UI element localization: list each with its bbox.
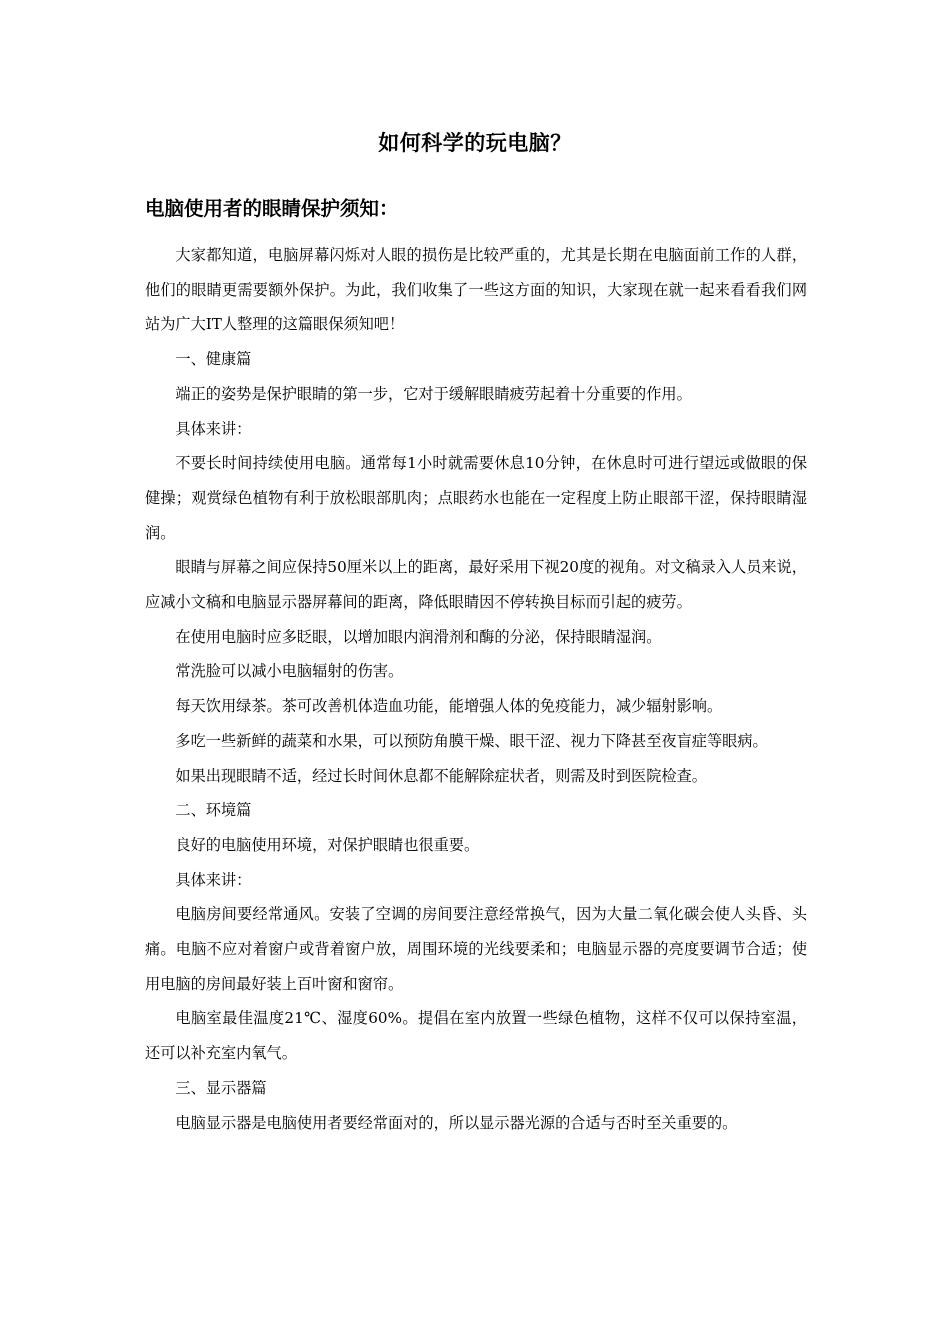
- paragraph: 电脑房间要经常通风。安装了空调的房间要注意经常换气，因为大量二氧化碳会使人头昏、头痛。电脑不应对着窗户或背着窗户放，周围环境的光线要柔和；电脑显示器的亮度要调节合适；使用电脑的房间最好装上百叶窗和窗帘。: [145, 905, 807, 993]
- paragraph: 在使用电脑时应多眨眼，以增加眼内润滑剂和酶的分泌，保持眼睛湿润。: [175, 627, 662, 646]
- paragraph: 一、健康篇: [175, 350, 252, 369]
- paragraph: 具体来讲：: [175, 870, 252, 889]
- paragraph: 电脑室最佳温度21℃、湿度60%。提倡在室内放置一些绿色植物，这样不仅可以保持室温，还可以补充室内氧气。: [145, 1009, 807, 1063]
- section-heading: 电脑使用者的眼睛保护须知：: [145, 197, 399, 220]
- paragraph: 大家都知道，电脑屏幕闪烁对人眼的损伤是比较严重的，尤其是长期在电脑面前工作的人群，他们的眼睛更需要额外保护。为此，我们收集了一些这方面的知识，大家现在就一起来看看我们网站为广大IT人整理的这篇眼保须知吧！: [145, 246, 807, 334]
- paragraph: 不要长时间持续使用电脑。通常每1小时就需要休息10分钟，在休息时可进行望远或做眼的保健操；观赏绿色植物有利于放松眼部肌肉；点眼药水也能在一定程度上防止眼部干涩，保持眼睛湿润。: [145, 454, 807, 542]
- paragraph: 常洗脸可以减小电脑辐射的伤害。: [175, 662, 404, 681]
- document-body: [145, 238, 807, 1140]
- paragraph: 电脑显示器是电脑使用者要经常面对的，所以显示器光源的合适与否时至关重要的。: [175, 1113, 738, 1132]
- paragraph: 眼睛与屏幕之间应保持50厘米以上的距离，最好采用下视20度的视角。对文稿录入人员来说，应减小文稿和电脑显示器屏幕间的距离，降低眼睛因不停转换目标而引起的疲劳。: [145, 558, 807, 612]
- paragraph: 良好的电脑使用环境，对保护眼睛也很重要。: [175, 835, 480, 854]
- paragraph: 具体来讲：: [175, 419, 252, 438]
- paragraph: 三、显示器篇: [175, 1078, 267, 1097]
- paragraph: 每天饮用绿茶。茶可改善机体造血功能，能增强人体的免疫能力，减少辐射影响。: [175, 697, 723, 716]
- paragraph: 端正的姿势是保护眼睛的第一步，它对于缓解眼睛疲劳起着十分重要的作用。: [175, 384, 692, 403]
- paragraph: 如果出现眼睛不适，经过长时间休息都不能解除症状者，则需及时到医院检查。: [175, 766, 707, 785]
- paragraph: 多吃一些新鲜的蔬菜和水果，可以预防角膜干燥、眼干涩、视力下降甚至夜盲症等眼病。: [175, 731, 768, 750]
- document-title: 如何科学的玩电脑？: [378, 131, 572, 155]
- paragraph: 二、环境篇: [175, 801, 252, 820]
